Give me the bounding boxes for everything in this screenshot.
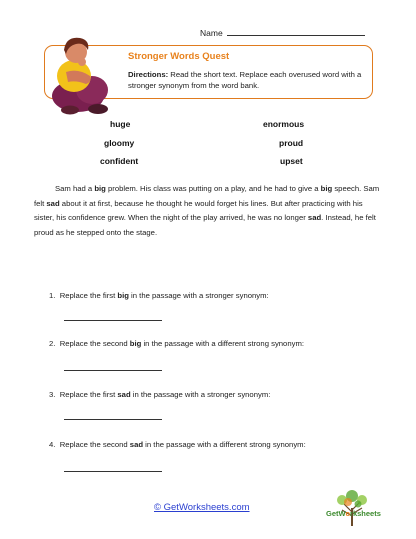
tree-logo-icon [312, 486, 392, 528]
question-word: big [117, 291, 129, 300]
question-text: in the passage with a different strong synonym: [143, 440, 306, 449]
question-word: big [129, 339, 142, 348]
question-number: 4. [49, 440, 56, 449]
passage-text: about it at first, because he thought he would forget his lines. But after practicing with his sister, his confidence grew. When the night of the play arrived, he was no longer [34, 198, 363, 223]
passage-text: speech. Sam felt [34, 184, 380, 208]
overused-word: sad [46, 198, 60, 208]
name-line[interactable] [227, 27, 365, 36]
question-number: 3. [49, 390, 56, 399]
directions [128, 69, 366, 91]
question-text: Replace the second [59, 339, 130, 348]
directions-text: Read the short text. Replace each overused word with a stronger synonym from the word bank. [128, 70, 362, 90]
passage-text: . Instead, he felt proud as he stepped onto the stage. [34, 213, 376, 237]
footer-link[interactable]: © GetWorksheets.com [154, 502, 250, 513]
name-field[interactable] [200, 27, 365, 38]
passage [34, 182, 380, 240]
question-text: Replace the first [59, 291, 118, 300]
overused-word: big [94, 184, 106, 193]
question-number: 1. [49, 291, 56, 300]
question-text: in the passage with a different strong synonym: [141, 339, 304, 348]
overused-word: big [320, 184, 333, 193]
word-bank-item: confident [100, 156, 139, 166]
answer-line-1[interactable] [64, 320, 162, 321]
word-bank-item: huge [110, 119, 131, 129]
word-bank-item: gloomy [104, 138, 135, 148]
logo-text-part: rksheets [350, 509, 381, 518]
answer-line-4[interactable] [64, 471, 162, 472]
overused-word: sad [307, 213, 322, 223]
question-4 [49, 440, 306, 449]
question-word: sad [117, 390, 131, 399]
logo-text-part: GetW [326, 509, 346, 518]
logo-text [326, 509, 381, 518]
name-label: Name [200, 28, 223, 38]
question-text: Replace the second [59, 440, 130, 449]
question-2 [49, 339, 304, 348]
word-bank-item: enormous [263, 119, 305, 129]
question-number: 2. [49, 339, 56, 348]
passage-text: Sam had a [55, 184, 95, 193]
question-3 [49, 390, 270, 399]
answer-line-3[interactable] [64, 419, 162, 420]
logo-text-part: o [345, 509, 351, 518]
answer-line-2[interactable] [64, 370, 162, 371]
question-1 [49, 291, 269, 300]
word-bank-item: upset [280, 156, 303, 166]
question-text: in the passage with a stronger synonym: [130, 390, 271, 399]
directions-label: Directions: [128, 70, 169, 79]
question-text: Replace the first [59, 390, 118, 399]
worksheet-title: Stronger Words Quest [128, 51, 230, 62]
passage-text: problem. His class was putting on a play, and he had to give a [105, 184, 321, 193]
question-text: in the passage with a stronger synonym: [128, 291, 269, 300]
thinking-boy-illustration [38, 30, 126, 116]
word-bank-item: proud [279, 138, 304, 148]
question-word: sad [129, 440, 144, 449]
